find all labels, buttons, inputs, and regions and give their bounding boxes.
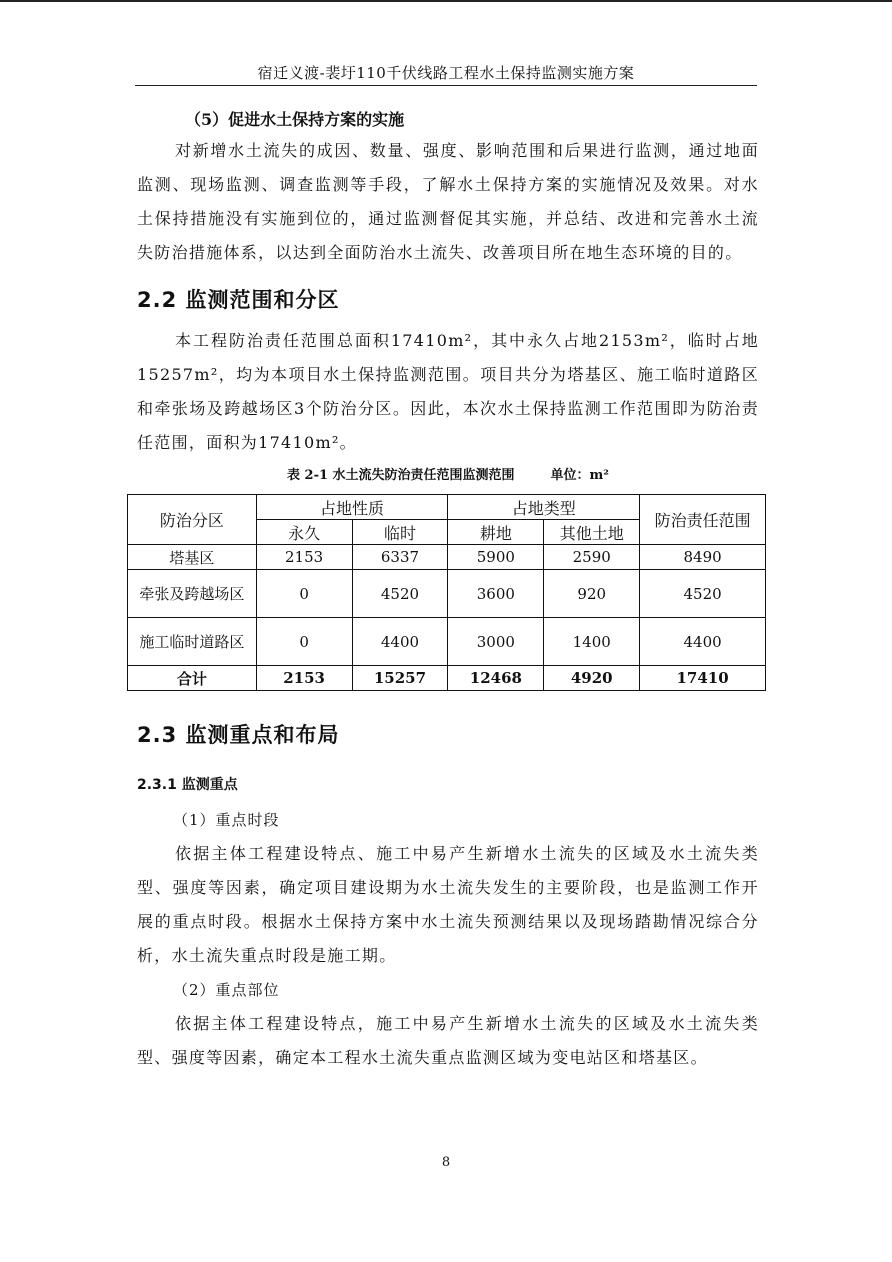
cell-cultivated: 3600 [448, 570, 544, 618]
cell-temporary: 4400 [352, 618, 448, 666]
cell-total: 17410 [640, 666, 766, 691]
cell-zone: 施工临时道路区 [128, 618, 257, 666]
table-row [128, 570, 766, 618]
item-1-label: （1）重点时段 [173, 811, 280, 829]
table-row [128, 618, 766, 666]
table-caption-unit: 单位：m² [550, 468, 609, 483]
table-caption [137, 464, 759, 488]
section-2-2-paragraph: 本工程防治责任范围总面积17410m²，其中永久占地2153m²，临时占地15257m²，均为本项目水土保持监测范围。项目共分为塔基区、施工临时道路区和牵张场及跨越场区3个防治分区。因此，本次水土保持监测工作范围即为防治责任范围，面积为17410m²。 [137, 331, 759, 452]
page-content [137, 106, 759, 1075]
cell-zone: 合计 [128, 666, 257, 691]
table-row [128, 545, 766, 570]
cell-total: 8490 [640, 545, 766, 570]
cell-cultivated: 12468 [448, 666, 544, 691]
cell-temporary: 6337 [352, 545, 448, 570]
cell-total: 4520 [640, 570, 766, 618]
item-2-paragraph: 依据主体工程建设特点，施工中易产生新增水土流失的区域及水土流失类型、强度等因素，确定本工程水土流失重点监测区域为变电站区和塔基区。 [137, 1014, 759, 1067]
header-zone: 防治分区 [128, 495, 257, 545]
cell-permanent: 2153 [256, 545, 352, 570]
cell-other: 2590 [544, 545, 640, 570]
header-responsibility: 防治责任范围 [640, 495, 766, 545]
section-2-2-heading: 2.2 监测范围和分区 [137, 288, 340, 312]
section-5-heading: （5）促进水土保持方案的实施 [185, 110, 405, 129]
page-number: 8 [441, 1155, 451, 1170]
cell-cultivated: 5900 [448, 545, 544, 570]
cell-temporary: 15257 [352, 666, 448, 691]
header-cultivated: 耕地 [448, 520, 544, 545]
cell-cultivated: 3000 [448, 618, 544, 666]
cell-total: 4400 [640, 618, 766, 666]
cell-zone: 塔基区 [128, 545, 257, 570]
item-1-paragraph: 依据主体工程建设特点、施工中易产生新增水土流失的区域及水土流失类型、强度等因素，确定项目建设期为水土流失发生的主要阶段，也是监测工作开展的重点时段。根据水土保持方案中水土流失预测结果以及现场踏勘情况综合分析，水土流失重点时段是施工期。 [137, 844, 759, 965]
header-land-nature: 占地性质 [256, 495, 448, 520]
cell-zone: 牵张及跨越场区 [128, 570, 257, 618]
header-divider [135, 85, 757, 86]
page-top-border [0, 0, 892, 2]
section-2-3-heading: 2.3 监测重点和布局 [137, 723, 340, 747]
monitoring-scope-table [127, 494, 766, 691]
document-header: 宿迁义渡-裴圩110千伏线路工程水土保持监测实施方案 [257, 64, 635, 82]
header-land-type: 占地类型 [448, 495, 640, 520]
cell-other: 1400 [544, 618, 640, 666]
table-caption-title: 表 2-1 水土流失防治责任范围监测范围 [287, 468, 515, 483]
cell-temporary: 4520 [352, 570, 448, 618]
section-2-3-1-heading: 2.3.1 监测重点 [137, 777, 238, 793]
cell-permanent: 2153 [256, 666, 352, 691]
cell-permanent: 0 [256, 618, 352, 666]
section-5-paragraph: 对新增水土流失的成因、数量、强度、影响范围和后果进行监测，通过地面监测、现场监测、调查监测等手段，了解水土保持方案的实施情况及效果。对水土保持措施没有实施到位的，通过监测督促其实施，并总结、改进和完善水土流失防治措施体系，以达到全面防治水土流失、改善项目所在地生态环境的目的。 [137, 141, 759, 262]
table-total-row [128, 666, 766, 691]
item-2-label: （2）重点部位 [173, 981, 280, 999]
header-temporary: 临时 [352, 520, 448, 545]
header-other: 其他土地 [544, 520, 640, 545]
cell-other: 920 [544, 570, 640, 618]
cell-other: 4920 [544, 666, 640, 691]
cell-permanent: 0 [256, 570, 352, 618]
header-permanent: 永久 [256, 520, 352, 545]
table-header-row [128, 495, 766, 520]
